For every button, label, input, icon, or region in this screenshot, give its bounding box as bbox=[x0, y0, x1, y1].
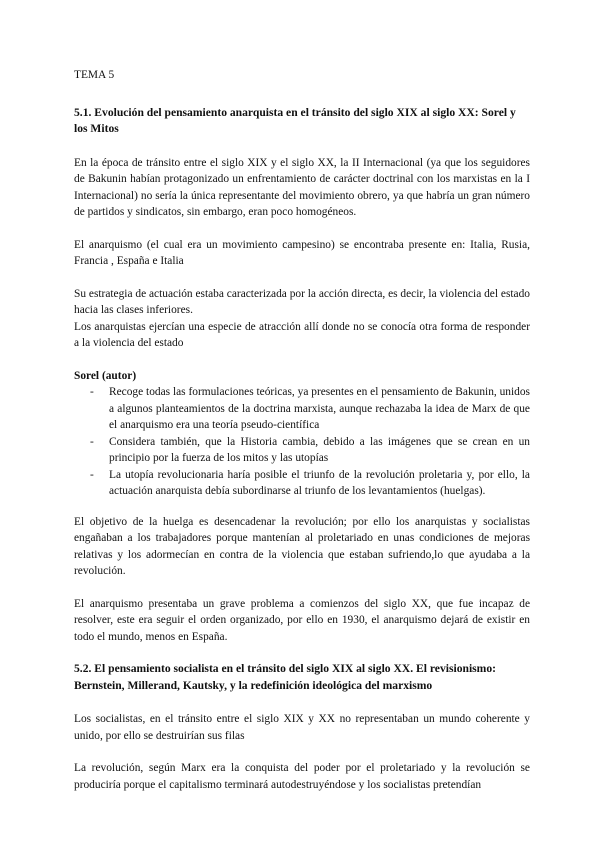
paragraph-strategy: Su estrategia de actuación estaba caracterizada por la acción directa, es decir, la violencia del estado hacia las clases inferiores. bbox=[74, 287, 530, 316]
list-item-text: La utopía revolucionaria haría posible el triunfo de la revolución proletaria y, por ello, la actuación anarquista debía subordinarse al triunfo de los levantamientos (huelgas). bbox=[109, 468, 530, 497]
paragraph-socialists: Los socialistas, en el tránsito entre el siglo XIX y XX no representaban un mundo coherente y unido, por ello se destruirían sus filas bbox=[74, 713, 530, 742]
paragraph-anarchism-problem: El anarquismo presentaba un grave problema a comienzos del siglo XX, que fue incapaz de resolver, este era seguir el orden organizado, por ello en 1930, el anarquismo dejará de existir en todo el mundo, menos en España. bbox=[74, 597, 530, 643]
list-item-text: Recoge todas las formulaciones teóricas, ya presentes en el pensamiento de Bakunin, unidos a algunos planteamientos de la doctrina marxista, aunque rechazaba la idea de Marx de que el anarquismo era una teoría pseudo-científica bbox=[109, 386, 530, 431]
bullet-marker: - bbox=[90, 468, 94, 481]
paragraph-strike-objective: El objetivo de la huelga es desencadenar la revolución; por ello los anarquistas y socialistas engañaban a los trabajadores porque mantenían al proletariado en unas condiciones de mejoras relativas y los adormecían en contra de la violencia que estaban sufriendo,lo que ayudaba a la revolución. bbox=[74, 515, 530, 577]
list-item-text: Considera también, que la Historia cambia, debido a las imágenes que se crean en un principio por la fuerza de los mitos y las utopías bbox=[109, 435, 530, 464]
section-1-heading: 5.1. Evolución del pensamiento anarquista en el tránsito del siglo XIX al siglo XX: Sorel y los Mitos bbox=[74, 105, 516, 135]
list-item bbox=[90, 467, 530, 500]
bullet-marker: - bbox=[90, 386, 94, 398]
chapter-label: TEMA 5 bbox=[74, 69, 115, 81]
list-item bbox=[90, 434, 530, 467]
list-item bbox=[90, 384, 530, 434]
bullet-marker: - bbox=[90, 435, 94, 448]
document-body bbox=[74, 67, 530, 809]
paragraph-transition: En la época de tránsito entre el siglo XIX y el siglo XX, la II Internacional (ya que los seguidores de Bakunin habían protagonizado un enfrentamiento de carácter doctrinal con los marxistas en la I Internacional) no sería la única representante del movimiento obrero, ya que habría un gran número de partidos y sindicatos, sin embargo, eran poco homogéneos. bbox=[74, 156, 530, 218]
paragraph-anarchism-presence: El anarquismo (el cual era un movimiento campesino) se encontraba presente en: Italia, Rusia, Francia , España e Italia bbox=[74, 238, 530, 267]
paragraph-attraction: Los anarquistas ejercían una especie de atracción allí donde no se conocía otra forma de responder a la violencia del estado bbox=[74, 320, 530, 349]
sorel-bullet-list bbox=[74, 384, 530, 500]
section-2-heading: 5.2. El pensamiento socialista en el tránsito del siglo XIX al siglo XX. El revisionismo: Bernstein, Millerand, Kautsky, y la redefinición ideológica del marxismo bbox=[74, 662, 496, 692]
sorel-subheading: Sorel (autor) bbox=[74, 369, 137, 382]
paragraph-revolution-marx: La revolución, según Marx era la conquista del poder por el proletariado y la revolución se produciría porque el capitalismo terminará autodestruyéndose y los socialistas pretendían bbox=[74, 762, 530, 791]
